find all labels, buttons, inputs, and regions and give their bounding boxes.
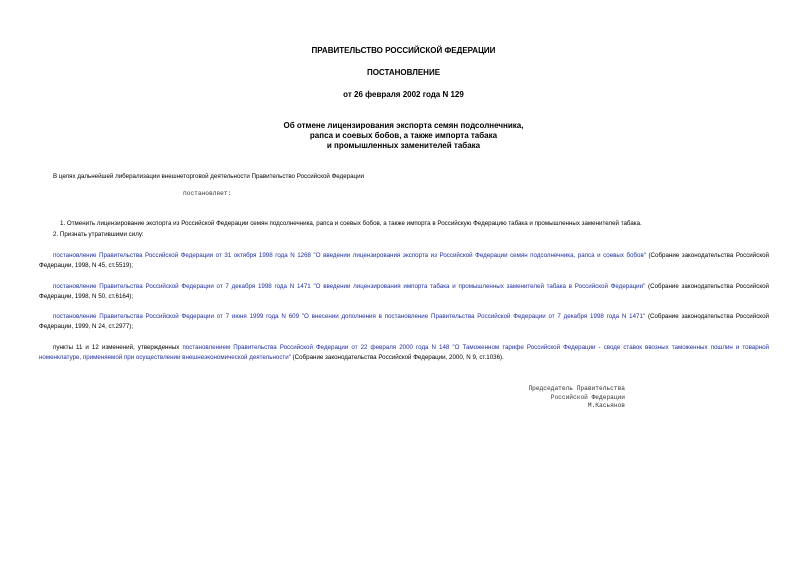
amendments-paragraph bbox=[39, 343, 769, 363]
repealed-act-1-link[interactable]: постановление Правительства Российской Федерации от 31 октября 1998 года N 1268 "О введении лицензирования экспорта из Российской Федерации семян подсолнечника, рапса и соевых бобов" bbox=[53, 252, 646, 259]
repealed-act-2 bbox=[39, 282, 769, 302]
signature-title-line-1: Председатель Правительства bbox=[528, 385, 625, 392]
preamble: В целях дальнейшей либерализации внешнеторговой деятельности Правительство Российской Федерации bbox=[53, 173, 364, 180]
repealed-act-1-source: (Собрание законодательства Российской Федерации, 1998, N 45, ст.5519); bbox=[39, 252, 769, 269]
document-type: ПОСТАНОВЛЕНИЕ bbox=[366, 68, 441, 77]
signature-name: М.Касьянов bbox=[587, 402, 625, 409]
government-heading: ПРАВИТЕЛЬСТВО РОССИЙСКОЙ ФЕДЕРАЦИИ bbox=[311, 46, 496, 55]
decides-word: постановляет: bbox=[183, 190, 232, 197]
repealed-act-3-source: (Собрание законодательства Российской Федерации, 1999, N 24, ст.2977); bbox=[39, 313, 769, 330]
item-1: 1. Отменить лицензирование экспорта из Российской Федерации семян подсолнечника, рапса и соевых бобов, а также импорта в Российскую Федерацию табака и промышленных заменителей табака. bbox=[60, 220, 642, 227]
repealed-act-1 bbox=[39, 251, 769, 271]
item-2: 2. Признать утратившими силу: bbox=[53, 231, 144, 238]
signature-block bbox=[490, 385, 625, 411]
repealed-act-3 bbox=[39, 312, 769, 332]
amendments-lead: пункты 11 и 12 изменений, утвержденных bbox=[53, 344, 183, 351]
amendments-link[interactable]: постановлением Правительства Российской Федерации от 22 февраля 2000 года N 148 "О Таможенном тарифе Российской Федерации - своде ставок ввозных таможенных пошлин и товарной номенклатуре, применяемой при осуществлении внешнеэкономической деятельности" bbox=[39, 344, 770, 361]
signature-title-line-2: Российской Федерации bbox=[550, 393, 625, 401]
amendments-source: (Собрание законодательства Российской Федерации, 2000, N 9, ст.1036). bbox=[290, 354, 504, 361]
document-title-line-3: и промышленных заменителей табака bbox=[326, 141, 481, 150]
document-title-line-1: Об отмене лицензирования экспорта семян подсолнечника, bbox=[283, 121, 524, 130]
repealed-act-3-link[interactable]: постановление Правительства Российской Федерации от 7 июня 1999 года N 609 "О внесении дополнения в постановление Правительства Российской Федерации от 7 декабря 1998 года N 1471" bbox=[53, 313, 646, 320]
document-date-number: от 26 февраля 2002 года N 129 bbox=[343, 90, 464, 99]
repealed-act-2-source: (Собрание законодательства Российской Федерации, 1998, N 50, ст.6164); bbox=[39, 283, 769, 300]
document-title-line-2: рапса и соевых бобов, а также импорта табака bbox=[309, 131, 498, 140]
repealed-act-2-link[interactable]: постановление Правительства Российской Федерации от 7 декабря 1998 года N 1471 "О введении лицензирования импорта табака и промышленных заменителей табака в Российской Федерации" bbox=[53, 283, 646, 290]
